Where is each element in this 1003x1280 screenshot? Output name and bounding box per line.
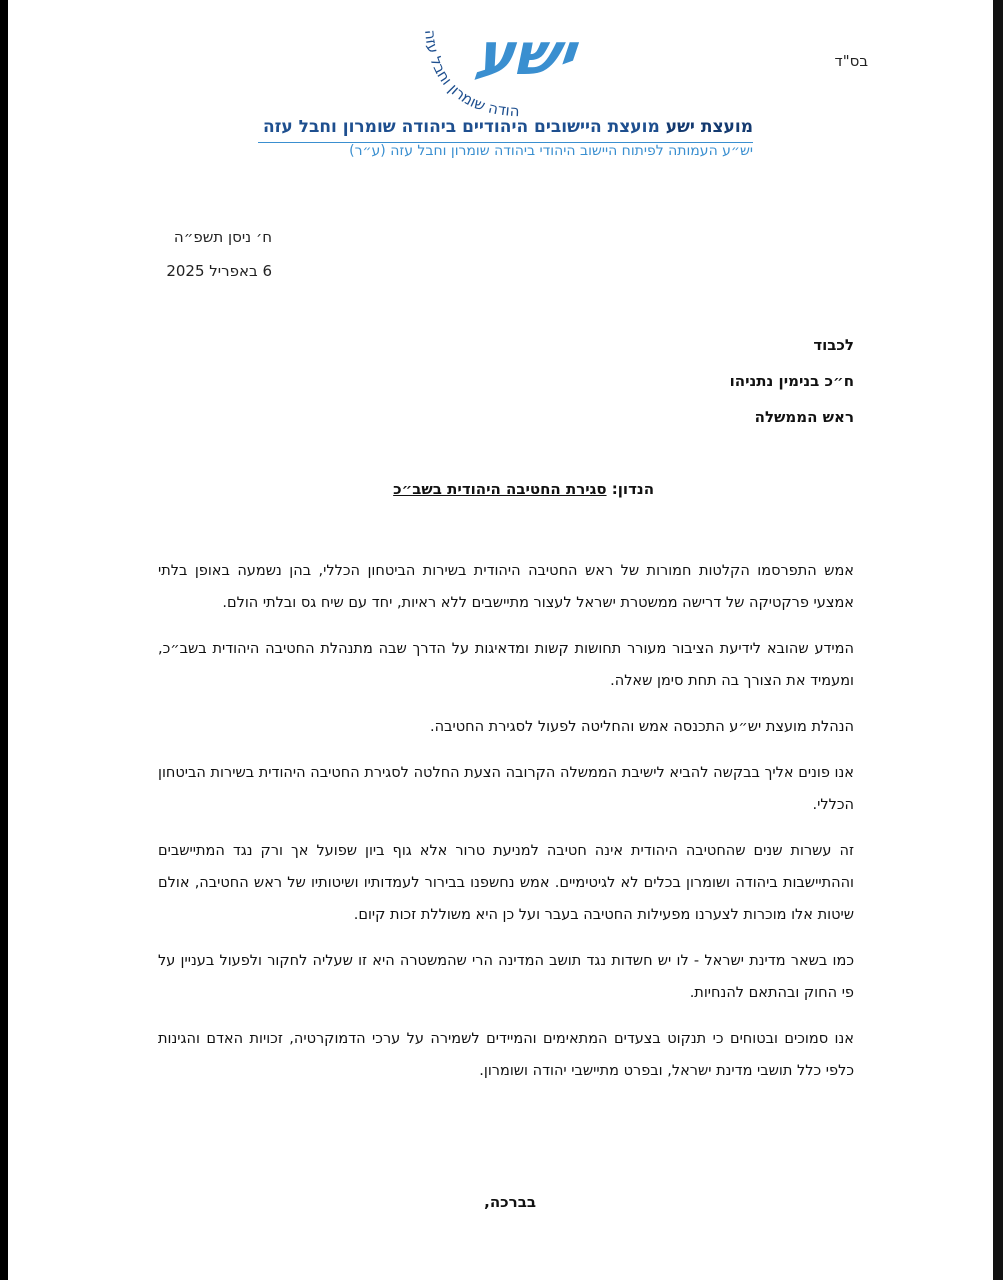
logo-mark: ישע <box>471 20 580 88</box>
body-paragraph-6: כמו בשאר מדינת ישראל - לו יש חשדות נגד תושב המדינה הרי שהמשטרה היא זו שעליה לחקור ולפעול בעניין על פי החוק ובהתאם להנחיות. <box>158 953 854 1001</box>
addressee-salutation: לכבוד <box>813 336 854 354</box>
council-title <box>208 117 753 137</box>
council-full-name: מועצת היישובים היהודיים ביהודה שומרון וחבל עזה <box>262 117 666 137</box>
yesha-logo <box>403 12 603 124</box>
body-paragraph-3: הנהלת מועצת יש״ע התכנסה אמש והחליטה לפעול לסגירת החטיבה. <box>430 719 854 735</box>
letter-body <box>158 555 854 1101</box>
body-paragraph-5: זה עשרות שנים שהחטיבה היהודית אינה חטיבה למניעת טרור אלא גוף ביון שפועל אך ורק נגד המתיישבים וההתיישבות ביהודה ושומרון בכלים לא לגיטימיים. אמש נחשפנו בבירור לעמדותיו ושיטותיו של ראש החטיבה, אולם שיטות אלו מוכרות לצערנו מפעילות החטיבה בעבר ועל כן היא משוללת זכות קיום. <box>158 843 854 923</box>
closing-greeting: בברכה, <box>484 1193 536 1211</box>
association-line: יש״ע העמותה לפיתוח היישוב היהודי ביהודה שומרון וחבל עזה (ע״ר) <box>349 143 753 159</box>
body-paragraph-4: אנו פונים אליך בבקשה להביא לישיבת הממשלה הקרובה הצעת החלטה לסגירת החטיבה היהודית בשירות הביטחון הכללי. <box>158 765 854 813</box>
council-brand: מועצת ישע <box>665 117 753 137</box>
addressee-name: ח״כ בנימין נתניהו <box>729 372 854 390</box>
body-paragraph-2: המידע שהובא לידיעת הציבור מעורר תחושות קשות ומדאיגות על הדרך שבה מתנהלת החטיבה היהודית בשב״כ, ומעמיד את הצורך בה תחת סימן שאלה. <box>158 641 854 689</box>
letter-page <box>8 0 993 1280</box>
body-paragraph-1: אמש התפרסמו הקלטות חמורות של ראש החטיבה היהודית בשירות הביטחון הכללי, בהן נשמעה באופן בלתי אמצעי פרקטיקה של דרישה ממשטרת ישראל לעצור מתיישבים ללא ראיות, יחד עם שיח גס ובלתי הולם. <box>158 563 854 611</box>
screen-edge <box>993 0 1003 1280</box>
besiyata-dishmaya: בס"ד <box>834 52 868 70</box>
addressee-role: ראש הממשלה <box>754 408 854 426</box>
hebrew-date: ח׳ ניסן תשפ״ה <box>173 228 272 246</box>
subject-label: הנדון: <box>611 480 654 498</box>
subject-text: סגירת החטיבה היהודית בשב״כ <box>393 480 607 498</box>
subject-line <box>208 480 654 498</box>
logo-arc-text: הודה שומרון וחבל עזה <box>420 28 520 121</box>
body-paragraph-7: אנו סמוכים ובטוחים כי תנקוט בצעדים המתאימים והמיידים לשמירה על ערכי הדמוקרטיה, זכויות האדם והגינות כלפי כלל תושבי מדינת ישראל, ובפרט מתיישבי יהודה ושומרון. <box>158 1031 854 1079</box>
gregorian-date: 6 באפריל 2025 <box>166 262 272 280</box>
